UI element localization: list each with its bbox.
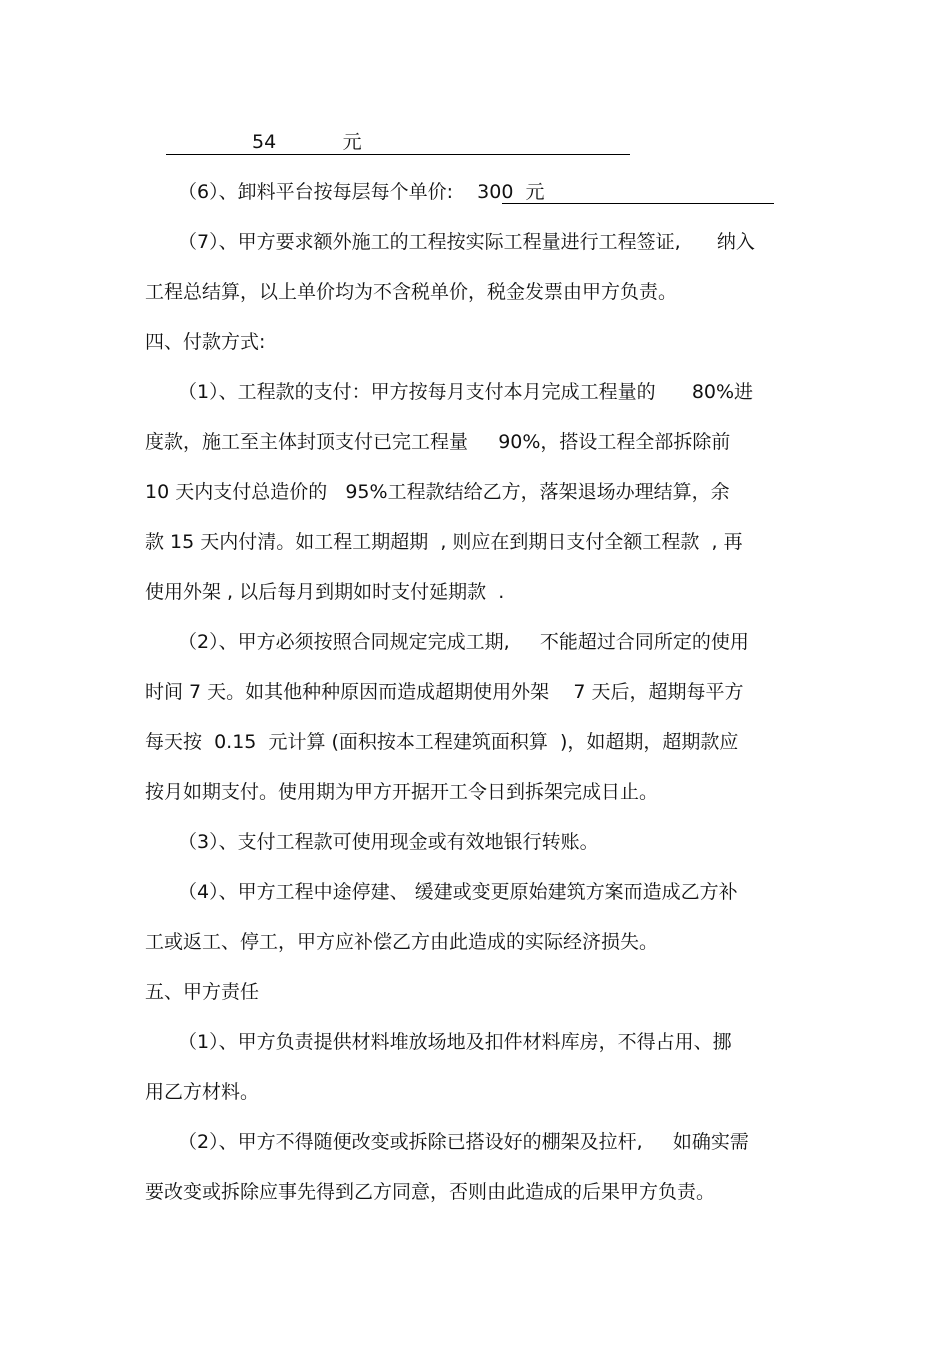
payment-clause-4-line-2: 工或返工、停工，甲方应补偿乙方由此造成的实际经济损失。: [145, 931, 659, 953]
party-a-clause-1-line-2: 用乙方材料。: [145, 1081, 260, 1103]
underline-amount-54: [166, 154, 630, 155]
payment-clause-1-line-1: （1）、工程款的支付：甲方按每月支付本月完成工程量的 80%进: [178, 381, 754, 403]
underline-300: [502, 203, 774, 204]
payment-clause-3: （3）、支付工程款可使用现金或有效地银行转账。: [178, 831, 599, 853]
payment-clause-1-line-4: 款 15 天内付清。如工程工期超期 , 则应在到期日支付全额工程款 , 再: [145, 531, 743, 553]
payment-clause-1-line-2: 度款，施工至主体封顶支付已完工程量 90%，搭设工程全部拆除前: [145, 431, 731, 453]
section-4-heading: 四、付款方式:: [145, 331, 266, 353]
amount-54-line: 54 元: [252, 131, 362, 153]
payment-clause-2-line-3: 每天按 0.15 元计算 (面积按本工程建筑面积算 )，如超期，超期款应: [145, 731, 739, 753]
party-a-clause-2-line-2: 要改变或拆除应事先得到乙方同意，否则由此造成的后果甲方负责。: [145, 1181, 716, 1203]
payment-clause-1-line-5: 使用外架 , 以后每月到期如时支付延期款 .: [145, 581, 505, 603]
clause-7-line-1: （7）、甲方要求额外施工的工程按实际工程量进行工程签证, 纳入: [178, 231, 755, 253]
clause-6-unloading-platform: （6）、卸料平台按每层每个单价: 300 元: [178, 181, 545, 203]
payment-clause-2-line-2: 时间 7 天。如其他种种原因而造成超期使用外架 7 天后，超期每平方: [145, 681, 744, 703]
clause-7-line-2: 工程总结算，以上单价均为不含税单价，税金发票由甲方负责。: [145, 281, 678, 303]
payment-clause-4-line-1: （4）、甲方工程中途停建、 缓建或变更原始建筑方案而造成乙方补: [178, 881, 738, 903]
section-5-heading: 五、甲方责任: [145, 981, 260, 1003]
payment-clause-1-line-3: 10 天内支付总造价的 95%工程款结给乙方，落架退场办理结算，余: [145, 481, 730, 503]
party-a-clause-1-line-1: （1）、甲方负责提供材料堆放场地及扣件材料库房，不得占用、挪: [178, 1031, 732, 1053]
payment-clause-2-line-1: （2）、甲方必须按照合同规定完成工期, 不能超过合同所定的使用: [178, 631, 749, 653]
payment-clause-2-line-4: 按月如期支付。使用期为甲方开据开工令日到拆架完成日止。: [145, 781, 659, 803]
party-a-clause-2-line-1: （2）、甲方不得随便改变或拆除已搭设好的棚架及拉杆, 如确实需: [178, 1131, 749, 1153]
